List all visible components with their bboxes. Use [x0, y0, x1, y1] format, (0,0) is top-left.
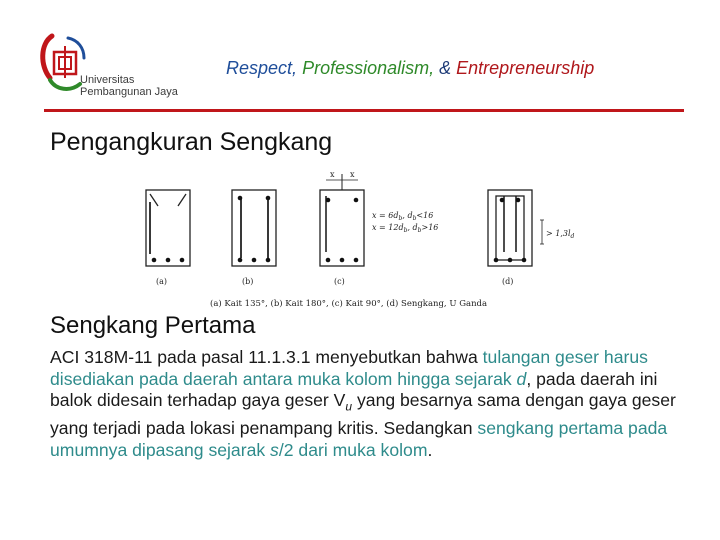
- ratio-note: > $1,3l_d$: [546, 229, 575, 240]
- body-part-3: yang besarnya sama dengan gaya geser yang terjadi pada lokasi penampang kritis. Sedangkan: [50, 390, 676, 439]
- note-line-2: $x = 12d_b$, $d_b>16$: [372, 223, 439, 234]
- subscript-u: u: [345, 399, 353, 414]
- logo-line-2: Pembangunan Jaya: [80, 86, 178, 98]
- body-paragraph: [50, 347, 690, 461]
- header-divider: [44, 109, 684, 112]
- top-label-x-left: x: [330, 170, 335, 179]
- body-part-2: , pada daerah ini balok didesain terhadap gaya geser V: [50, 368, 658, 410]
- logo-wordmark: [80, 74, 178, 98]
- stirrup-anchorage-figure: [140, 168, 580, 314]
- note-line-1: $x = 6d_b$, $d_b<16$: [372, 211, 434, 222]
- panel-label-b: (b): [242, 277, 254, 286]
- highlight-shear-reinforcement: tulangan geser harus disediakan pada daerah antara muka kolom hingga sejarak d: [50, 347, 648, 389]
- motto: [226, 58, 594, 79]
- motto-professionalism: Professionalism,: [302, 58, 435, 78]
- panel-label-a: (a): [156, 277, 168, 286]
- stirrup-a: [146, 190, 190, 266]
- figure-caption: (a) Kait 135°, (b) Kait 180°, (c) Kait 90°, (d) Sengkang, U Ganda: [210, 299, 488, 309]
- stirrup-d: [488, 190, 532, 266]
- logo-line-1: Universitas: [80, 74, 135, 86]
- slide-title: Pengangkuran Sengkang: [50, 128, 333, 156]
- highlight-first-stirrup: sengkang pertama pada umumnya dipasang sejarak s/2 dari muka kolom: [50, 418, 668, 460]
- hook-135-left: [150, 194, 158, 206]
- section-subtitle: Sengkang Pertama: [50, 312, 256, 339]
- motto-entrepreneurship: Entrepreneurship: [456, 58, 595, 78]
- panel-label-c: (c): [334, 277, 345, 286]
- stirrup-b: [232, 190, 276, 266]
- hook-135-right: [178, 194, 186, 206]
- body-part-1: ACI 318M-11 pada pasal 11.1.3.1 menyebutkan bahwa: [50, 347, 483, 367]
- top-label-x-right: x: [350, 170, 355, 179]
- panel-label-d: (d): [502, 277, 514, 286]
- motto-respect: Respect,: [226, 58, 298, 78]
- motto-ampersand: &: [439, 58, 452, 78]
- body-end: .: [427, 439, 433, 460]
